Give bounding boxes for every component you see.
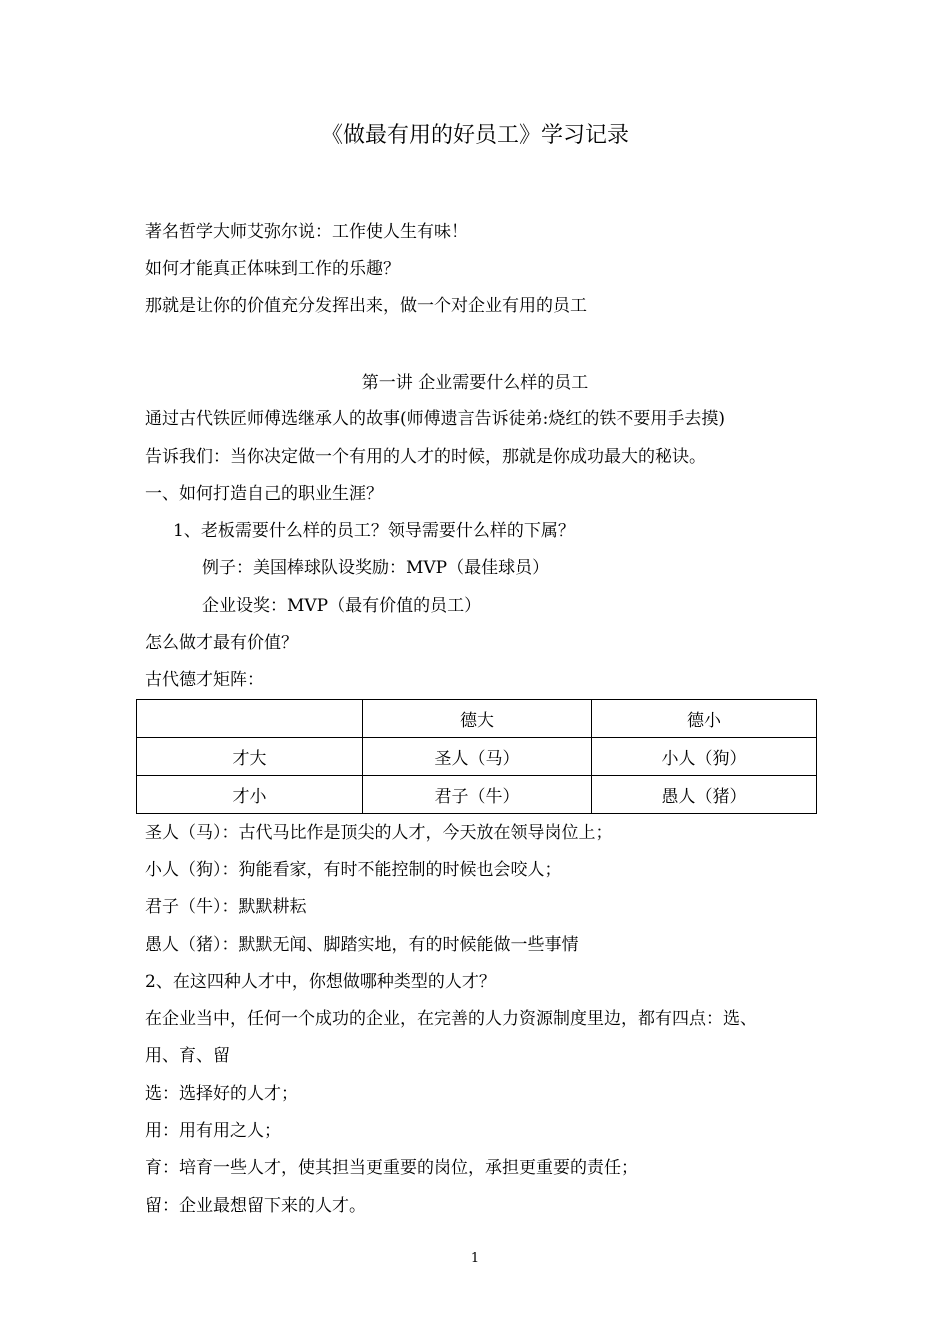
table-cell bbox=[137, 700, 363, 738]
paragraph: 用、育、留 bbox=[145, 1046, 230, 1066]
document-title: 《做最有用的好员工》学习记录 bbox=[320, 123, 629, 148]
intro-line: 著名哲学大师艾弥尔说：工作使人生有味！ bbox=[145, 222, 468, 242]
table-header-row bbox=[137, 700, 817, 738]
note-line: 留：企业最想留下来的人才。 bbox=[145, 1196, 366, 1216]
intro-line: 那就是让你的价值充分发挥出来，做一个对企业有用的员工 bbox=[145, 296, 587, 316]
note-line: 育：培育一些人才，使其担当更重要的岗位，承担更重要的责任； bbox=[145, 1158, 638, 1178]
table-header-cell: 德小 bbox=[592, 700, 817, 738]
table-cell: 小人（狗） bbox=[592, 738, 817, 776]
intro-line: 如何才能真正体味到工作的乐趣？ bbox=[145, 259, 400, 279]
table-row-header-cell: 才大 bbox=[137, 738, 363, 776]
table-row-header-cell: 才小 bbox=[137, 776, 363, 814]
paragraph: 在企业当中，任何一个成功的企业，在完善的人力资源制度里边，都有四点：选、 bbox=[145, 1009, 757, 1029]
note-line: 小人（狗）：狗能看家，有时不能控制的时候也会咬人； bbox=[145, 860, 562, 880]
question-heading: 一、如何打造自己的职业生涯？ bbox=[145, 484, 383, 504]
example-line: 企业设奖：MVP（最有价值的员工） bbox=[202, 596, 482, 616]
note-line: 选：选择好的人才； bbox=[145, 1084, 298, 1104]
paragraph: 怎么做才最有价值？ bbox=[145, 633, 298, 653]
table-cell: 愚人（猪） bbox=[592, 776, 817, 814]
note-line: 愚人（猪）：默默无闻、脚踏实地，有的时候能做一些事情 bbox=[145, 935, 579, 955]
page-number: 1 bbox=[470, 1251, 480, 1266]
table-row bbox=[137, 738, 817, 776]
matrix-label: 古代德才矩阵： bbox=[145, 670, 264, 690]
example-line: 例子：美国棒球队设奖励：MVP（最佳球员） bbox=[202, 558, 550, 578]
sub-question: 1、老板需要什么样的员工？领导需要什么样的下属？ bbox=[173, 521, 575, 541]
section-heading: 第一讲 企业需要什么样的员工 bbox=[361, 373, 589, 393]
note-line: 用：用有用之人； bbox=[145, 1121, 281, 1141]
note-line: 君子（牛）：默默耕耘 bbox=[145, 897, 307, 917]
virtue-talent-matrix-table bbox=[136, 699, 817, 814]
question-heading: 2、在这四种人才中，你想做哪种类型的人才？ bbox=[145, 972, 496, 992]
paragraph: 告诉我们：当你决定做一个有用的人才的时候，那就是你成功最大的秘诀。 bbox=[145, 447, 706, 467]
paragraph: 通过古代铁匠师傅选继承人的故事(师傅遗言告诉徒弟:烧红的铁不要用手去摸) bbox=[145, 409, 725, 429]
table-row bbox=[137, 776, 817, 814]
table-cell: 君子（牛） bbox=[363, 776, 592, 814]
note-line: 圣人（马）：古代马比作是顶尖的人才，今天放在领导岗位上； bbox=[145, 823, 613, 843]
table-cell: 圣人（马） bbox=[363, 738, 592, 776]
table-header-cell: 德大 bbox=[363, 700, 592, 738]
